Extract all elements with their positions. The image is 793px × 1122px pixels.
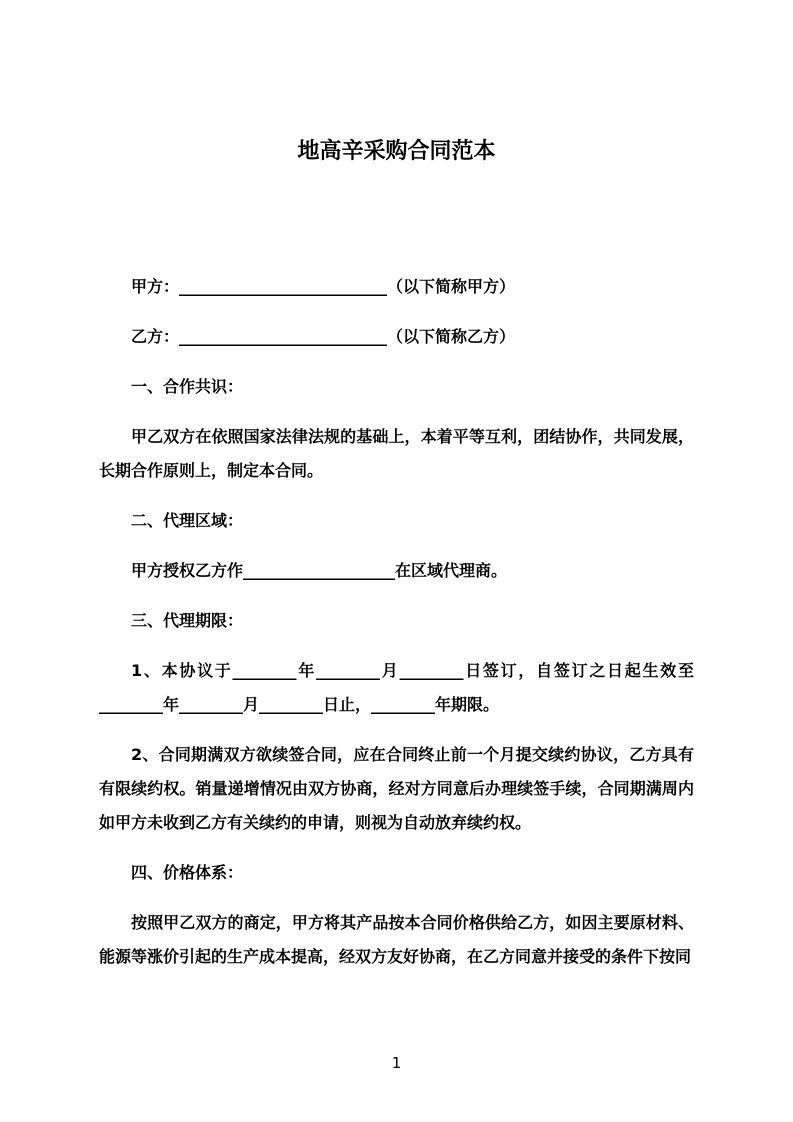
- section-3-item-2: 2、合同期满双方欲续签合同，应在合同终止前一个月提交续约协议，乙方具有有限续约权。销量递增情况由双方协商，经对方同意后办理续签手续，合同期满周内如甲方未收到乙方有关续约的申请，则视为自动放弃续约权。: [99, 745, 694, 832]
- section-4-paragraph: 按照甲乙双方的商定，甲方将其产品按本合同价格供给乙方，如因主要原材料、能源等涨价引起的生产成本提高，经双方友好协商，在乙方同意并接受的条件下按同: [99, 913, 694, 966]
- section-3-heading: 三、代理期限：: [131, 611, 244, 630]
- section-3-item-1: 1、本协议于________年________月________日签订，自签订之日起生效至________年________月________日止，________年期限。: [99, 661, 694, 714]
- section-2-paragraph: 甲方授权乙方作___________________在区域代理商。: [131, 561, 508, 580]
- document-title: 地高辛采购合同范本: [297, 139, 496, 164]
- section-4-heading: 四、价格体系：: [131, 863, 244, 882]
- party-a-line: 甲方：__________________________（以下简称甲方）: [131, 277, 516, 296]
- party-b-line: 乙方：__________________________（以下简称乙方）: [131, 327, 516, 346]
- section-1-paragraph: 甲乙双方在依照国家法律法规的基础上，本着平等互利，团结协作，共同发展，长期合作原则上，制定本合同。: [99, 427, 694, 480]
- section-2-heading: 二、代理区域：: [131, 511, 244, 530]
- page-number: 1: [391, 1054, 402, 1072]
- section-1-heading: 一、合作共识：: [131, 377, 244, 396]
